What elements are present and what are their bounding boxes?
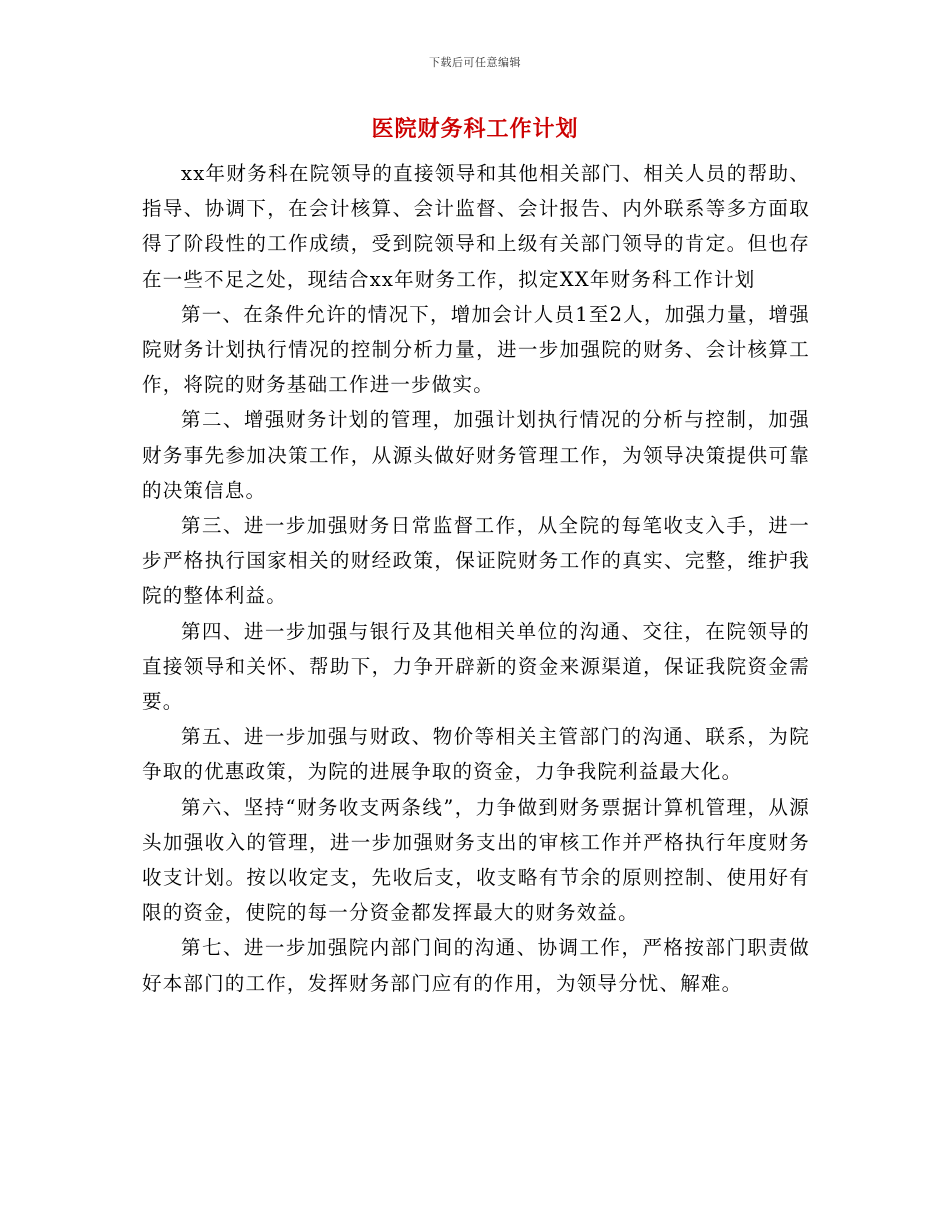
header-note: 下载后可任意编辑 [429,56,521,69]
paragraph-item-3: 第三、进一步加强财务日常监督工作，从全院的每笔收支入手，进一步严格执行国家相关的财经政策，保证院财务工作的真实、完整，维护我院的整体利益。 [142,514,810,608]
document-title: 医院财务科工作计划 [371,116,579,142]
paragraph-item-6: 第六、坚持“财务收支两条线”，力争做到财务票据计算机管理，从源头加强收入的管理，进一步加强财务支出的审核工作并严格执行年度财务收支计划。按以收定支，先收后支，收支略有节余的原则控制、使用好有限的资金，使院的每一分资金都发挥最大的财务效益。 [142,795,810,925]
paragraph-item-5: 第五、进一步加强与财政、物价等相关主管部门的沟通、联系，为院争取的优惠政策，为院的进展争取的资金，力争我院利益最大化。 [142,725,810,784]
paragraph-item-2: 第二、增强财务计划的管理，加强计划执行情况的分析与控制，加强财务事先参加决策工作，从源头做好财务管理工作，为领导决策提供可靠的决策信息。 [142,408,810,502]
paragraph-item-4: 第四、进一步加强与银行及其他相关单位的沟通、交往，在院领导的直接领导和关怀、帮助下，力争开辟新的资金来源渠道，保证我院资金需要。 [142,619,810,714]
paragraph-item-7: 第七、进一步加强院内部门间的沟通、协调工作，严格按部门职责做好本部门的工作，发挥财务部门应有的作用，为领导分忧、解难。 [142,936,810,995]
document-body [142,156,810,1001]
paragraph-intro: xx年财务科在院领导的直接领导和其他相关部门、相关人员的帮助、指导、协调下，在会计核算、会计监督、会计报告、内外联系等多方面取得了阶段性的工作成绩，受到院领导和上级有关部门领导的肯定。但也存在一些不足之处，现结合xx年财务工作，拟定XX年财务科工作计划 [142,162,810,291]
paragraph-item-1: 第一、在条件允许的情况下，增加会计人员1至2人，加强力量，增强院财务计划执行情况的控制分析力量，进一步加强院的财务、会计核算工作，将院的财务基础工作进一步做实。 [142,302,810,397]
